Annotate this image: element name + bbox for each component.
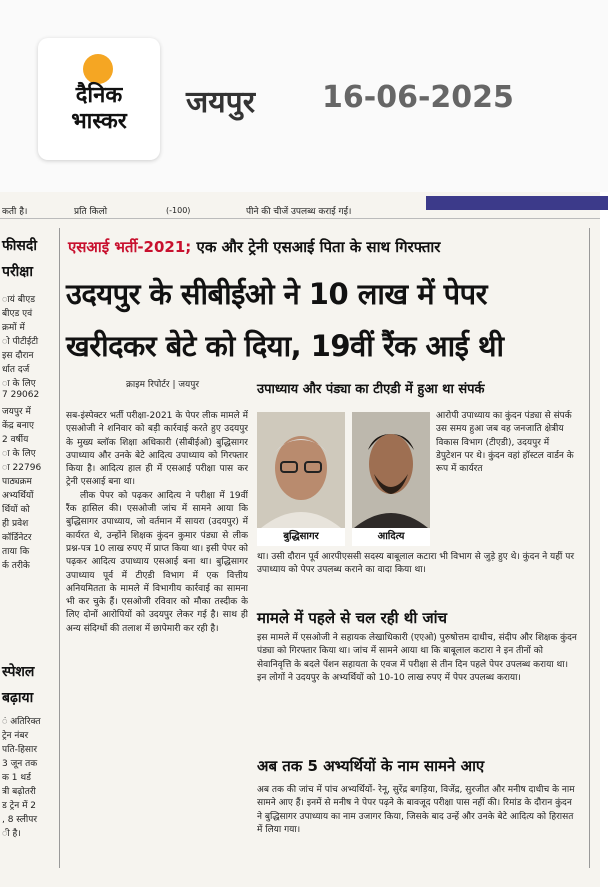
left-line: ड ट्रेन में 2: [2, 801, 37, 811]
left-line: ी है।: [2, 829, 21, 839]
person-photo-icon: [352, 412, 430, 528]
left-line: त्री बढ़ोतरी: [2, 787, 36, 797]
edition-date[interactable]: 16-06-2025: [322, 80, 514, 115]
left-line: पाठ्यक्रम: [2, 477, 32, 487]
strip-text-1: कती है।: [2, 207, 28, 217]
section2-heading: मामले में पहले से चल रही थी जांच: [257, 609, 448, 627]
left-line: 3 जून तक: [2, 759, 38, 769]
paragraph-1: सब-इंस्पेक्टर भर्ती परीक्षा-2021 के पेपर लीक मामले में एसओजी ने शनिवार को बड़ी कार्रवाई करते हुए उदयपुर के मुख्य ब्लॉक शिक्षा अधिकारी (सीबीईओ) बुद्धिसागर उपाध्याय और उनके बेटे आदित्य उपाध्याय को गिरफ्तार किया है। आदित्य हाल ही में एसआई परीक्षा पास कर ट्रेनी एसआई बना था।: [66, 411, 248, 488]
strip-text-2: प्रति किलो: [74, 207, 108, 217]
left-line: ा 22796: [2, 463, 42, 473]
column-divider: [59, 228, 60, 868]
left-line: बीएड एवं: [2, 309, 33, 319]
left-line: ताया कि: [2, 547, 30, 557]
left-heading-4: बढ़ाया: [2, 690, 34, 706]
section3-paragraph: अब तक की जांच में पांच अभ्यर्थियों- रेनू, सुरेंद्र बगड़िया, विजेंद्र, सुरजीत और मनीष दाधीच के नाम सामने आए हैं। इनमें से मनीष ने पेपर पढ़ने के बावजूद परीक्षा पास नहीं की। रिमांड के दौरान कुंदन ने बुद्धिसागर उपाध्याय का नाम उजागर किया, जिसके बाद उन्हें और उनके बेटे आदित्य को हिरासत में लिया गया।: [257, 785, 575, 835]
subhead: उपाध्याय और पंड्या का टीएडी में हुआ था संपर्क: [257, 382, 485, 397]
article-body-left: [66, 410, 248, 870]
wide-paragraph-1: था। उसी दौरान पूर्व आरपीएससी सदस्य बाबूलाल कटारा भी विभाग से जुड़े हुए थे। कुंदन ने यहीं पर उपाध्याय को पेपर उपलब्ध कराने का वादा किया था।: [257, 552, 575, 576]
left-line: पति-हिसार: [2, 745, 38, 755]
left-adjacent-column: [0, 228, 58, 868]
left-line: जयपुर में: [2, 407, 31, 417]
kicker-black: एक और ट्रेनी एसआई पिता के साथ गिरफ्तार: [196, 238, 441, 256]
left-line: केंद्र बनाए: [2, 421, 34, 431]
left-line: र्थियों को: [2, 505, 30, 515]
side-text: [436, 410, 576, 476]
left-line: र्क तरीके: [2, 561, 30, 571]
left-line: क 1 थर्ड: [2, 773, 31, 783]
left-line: ो पीटीईटी: [2, 337, 39, 347]
photo1-caption: बुद्धिसागर: [257, 528, 345, 546]
column-divider-right: [589, 228, 590, 868]
left-line: र्धात दर्ज: [2, 365, 30, 375]
left-heading-1: फीसदी: [2, 238, 37, 254]
left-line: , 8 स्लीपर: [2, 815, 38, 825]
dainik-bhaskar-logo[interactable]: [38, 38, 160, 160]
left-heading-2: परीक्षा: [2, 264, 33, 280]
left-line: कॉर्डिनेटर: [2, 533, 32, 543]
sun-icon: [83, 54, 113, 84]
left-line: ं अतिरिक्त: [2, 717, 41, 727]
left-line: 2 वर्षीय: [2, 435, 29, 445]
edition-city[interactable]: जयपुर: [186, 85, 255, 120]
strip-text-3: (-100): [166, 206, 191, 215]
byline: क्राइम रिपोर्टर | जयपुर: [126, 380, 200, 390]
section3-heading: अब तक 5 अभ्यर्थियों के नाम सामने आए: [257, 757, 485, 775]
person-photo-icon: [257, 412, 345, 528]
section2-paragraph: इस मामले में एसओजी ने सहायक लेखाधिकारी (एएओ) पुरुषोत्तम दाधीच, संदीप और शिक्षक कुंदन पंड्या को गिरफ्तार किया था। जांच में सामने आया था कि बाबूलाल कटारा ने इन तीनों को सेवानिवृत्ति के बदले पेंशन सहायता के एवज में परीक्षा से तीन दिन पहले पेपर उपलब्ध कराया था। इन लोगों ने उदयपुर के अभ्यर्थियों को 10-10 लाख रुपए में पेपर उपलब्ध कराया।: [257, 633, 577, 683]
left-line: ा के लिए: [2, 379, 36, 389]
blue-ad-bar: [426, 196, 608, 210]
left-line: ा के लिए: [2, 449, 36, 459]
side-paragraph: आरोपी उपाध्याय का कुंदन पंड्या से संपर्क उस समय हुआ जब वह जनजाति क्षेत्रीय विकास विभाग (टीएडी), उदयपुर में डेपुटेशन पर थे। कुंदन वहां हॉस्टल वार्डन के रूप में कार्यरत: [436, 411, 574, 475]
article-kicker: [68, 237, 440, 257]
left-line: ायं बीएड: [2, 295, 36, 305]
paragraph-2: लीक पेपर को पढ़कर आदित्य ने परीक्षा में 19वीं रैंक हासिल की। एसओजी जांच में सामने आया कि बुद्धिसागर उपाध्याय, जो वर्तमान में सायरा (उदयपुर) में कार्यरत थे, उन्होंने शिक्षक कुंदन कुमार पंड्या से लीक प्रश्न-पत्र 10 लाख रुपए में प्राप्त किया था। इसी पेपर को पढ़कर आदित्य उपाध्याय एसआई बना था। बुद्धिसागर उपाध्याय पूर्व में टीएडी विभाग में एक वित्तीय अनियमितता के मामले में विभागीय कार्रवाई का सामना भी कर चुके हैं। एसओजी रविवार को मौका तस्दीक के लिए दोनों आरोपियों को उदयपुर लेकर गई है। साथ ही अन्य संदिग्धों की तलाश में छापेमारी कर रही है।: [66, 490, 248, 634]
left-line: क्रमों में: [2, 323, 25, 333]
kicker-red: एसआई भर्ती-2021;: [68, 238, 192, 256]
headline-line-1: उदयपुर के सीबीईओ ने 10 लाख में पेपर: [66, 277, 487, 311]
logo-line-1: दैनिक: [75, 83, 123, 108]
section3-body: [257, 784, 579, 837]
strip-text-4: पीने की चीजें उपलब्ध कराई गई।: [246, 207, 352, 217]
left-line: इस दौरान: [2, 351, 34, 361]
photo2-caption: आदित्य: [352, 528, 430, 546]
logo-line-2: भास्कर: [71, 109, 127, 134]
headline-line-2: खरीदकर बेटे को दिया, 19वीं रैंक आई थी: [66, 329, 504, 363]
left-line: 7 29062: [2, 390, 40, 400]
wide-text-1: [257, 551, 579, 578]
photo-aditya: [352, 412, 430, 546]
left-line: ट्रेन नंबर: [2, 731, 29, 741]
section2-body: [257, 632, 579, 685]
photo-buddhisagar: [257, 412, 345, 546]
left-heading-3: स्पेशल: [2, 664, 35, 680]
left-line: अभ्यर्थियों: [2, 491, 34, 501]
left-line: ही प्रवेश: [2, 519, 29, 529]
app-header: [0, 0, 608, 192]
